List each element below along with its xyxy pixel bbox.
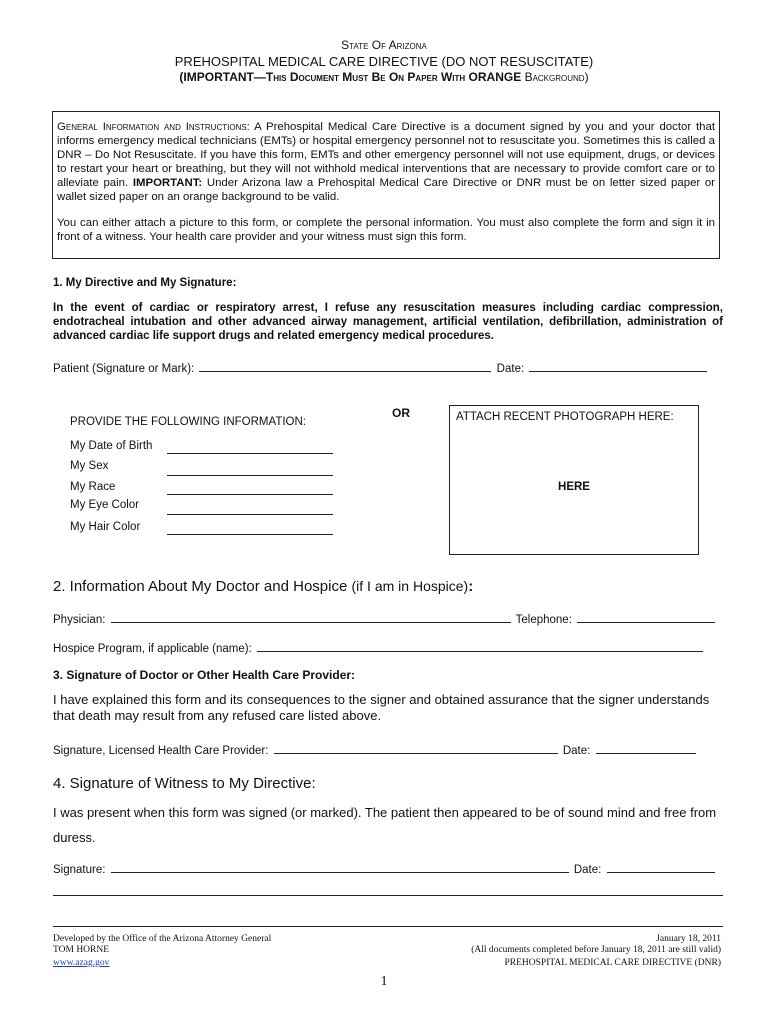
section3-body: I have explained this form and its consequences to the signer and obtained assurance that the signer understands that death may result from any refused care listed above. [53,692,710,723]
provider-date-field[interactable] [596,741,696,754]
eye-color-label: My Eye Color [70,499,140,511]
directive-clause: In the event of cardiac or respiratory arrest, I refuse any resuscitation measures including cardiac compression, endotracheal intubation and other advanced airway management, artificial ventilation, defibrillation, administration of advanced cardiac life support drugs and related emergency medical procedures. [53,302,723,342]
physician-row [53,610,717,626]
section4-heading-row [53,775,316,792]
hair-color-field[interactable] [167,533,333,535]
hair-color-label: My Hair Color [70,521,141,533]
section2-heading-row [53,578,473,595]
provider-date-label: Date: [562,745,591,757]
footer-rule [53,926,723,927]
hospice-row [53,639,705,655]
patient-signature-field[interactable] [199,359,491,372]
hospice-field[interactable] [257,639,703,652]
section4-heading: 4. Signature of Witness to My Directive [53,775,312,792]
section1-heading: 1. My Directive and My Signature: [53,277,237,289]
physician-field[interactable] [111,610,511,623]
patient-signature-label: Patient (Signature or Mark): [53,363,195,375]
witness-signature-label: Signature: [53,864,106,876]
race-label: My Race [70,481,116,493]
provide-info-title: PROVIDE THE FOLLOWING INFORMATION: [70,416,306,428]
section2-colon: : [468,578,474,595]
eye-color-field[interactable] [167,513,333,515]
dob-label: My Date of Birth [70,440,153,452]
sex-field[interactable] [167,474,333,476]
witness-date-label: Date: [573,864,602,876]
footer-developed-by: Developed by the Office of the Arizona Attorney General [53,934,272,944]
provider-signature-row [53,741,698,757]
section2-heading-note: (if I am in Hospice) [351,578,469,594]
instructions-text-a: A Prehospital Medical Care Directive is a document signed by you and your doctor that informs emergency medical technicians (EMTs) or hospital emergency personnel not to resuscitate you. Sometimes this is called a DNR – Do Not Resuscitate. If you have this form, EMTs and other emergency personnel will not use equipment, drugs, or devices to restart your heart or breathing, but they will not withhold medical interventions that are necessary to provide comfort care or to alleviate pain. [57,121,715,189]
section4-body: I was present when this form was signed (or marked). The patient then appeared to be of sound mind and free from duress. [53,805,717,845]
footer-website-link[interactable]: www.azag.gov [53,958,110,968]
footer-date: January 18, 2011 [656,934,721,944]
document-title: PREHOSPITAL MEDICAL CARE DIRECTIVE (DO NOT RESUSCITATE) [174,54,594,69]
dob-field[interactable] [167,452,333,454]
instructions-box [52,111,720,259]
witness-signature-field[interactable] [111,860,569,873]
page-number: 1 [380,974,388,989]
footer-note: (All documents completed before January 18, 2011 are still valid) [471,945,721,955]
telephone-field[interactable] [577,610,715,623]
footer-form-name: PREHOSPITAL MEDICAL CARE DIRECTIVE (DNR) [504,958,721,968]
patient-signature-row [53,359,709,375]
photo-box-here: HERE [558,481,590,493]
important-text: This Document Must Be On Paper With [265,70,466,84]
important-notice [0,70,768,84]
provider-signature-label: Signature, Licensed Health Care Provider: [53,745,269,757]
or-label: OR [392,406,410,420]
footer-right [471,934,721,969]
photo-box-label: ATTACH RECENT PHOTOGRAPH HERE: [456,411,674,423]
photo-box[interactable] [449,405,699,555]
witness-date-field[interactable] [607,860,715,873]
instructions-important: IMPORTANT: [132,177,203,189]
patient-date-label: Date: [496,363,525,375]
orange-word: ORANGE [468,70,522,84]
patient-date-field[interactable] [529,359,707,372]
instructions-heading: General Information and Instructions: [57,121,250,133]
sex-label: My Sex [70,460,109,472]
telephone-label: Telephone: [515,614,572,626]
state-heading: State Of Arizona [341,38,427,52]
close-paren: ) [584,70,589,84]
instructions-text-2: You can either attach a picture to this form, or complete the personal information. You must also complete the form and sign it in front of a witness. Your health care provider and your witness must sign this form. [57,217,715,243]
important-prefix: (IMPORTANT— [179,70,266,84]
provider-signature-field[interactable] [274,741,558,754]
section3-heading: 3. Signature of Doctor or Other Health Care Provider: [53,668,356,682]
footer-name: TOM HORNE [53,945,110,955]
physician-label: Physician: [53,614,106,626]
section4-colon: : [311,775,316,792]
blank-line [53,895,723,896]
background-word: Background [524,70,585,84]
race-field[interactable] [167,493,333,495]
section2-heading: 2. Information About My Doctor and Hospice [53,578,348,595]
footer-left [53,934,271,969]
witness-signature-row [53,860,717,876]
hospice-label: Hospice Program, if applicable (name): [53,643,252,655]
instructions-text-b: Under Arizona law a Prehospital Medical Care Directive or DNR must be on letter sized paper or wallet sized paper on an orange background to be valid. [57,177,715,203]
